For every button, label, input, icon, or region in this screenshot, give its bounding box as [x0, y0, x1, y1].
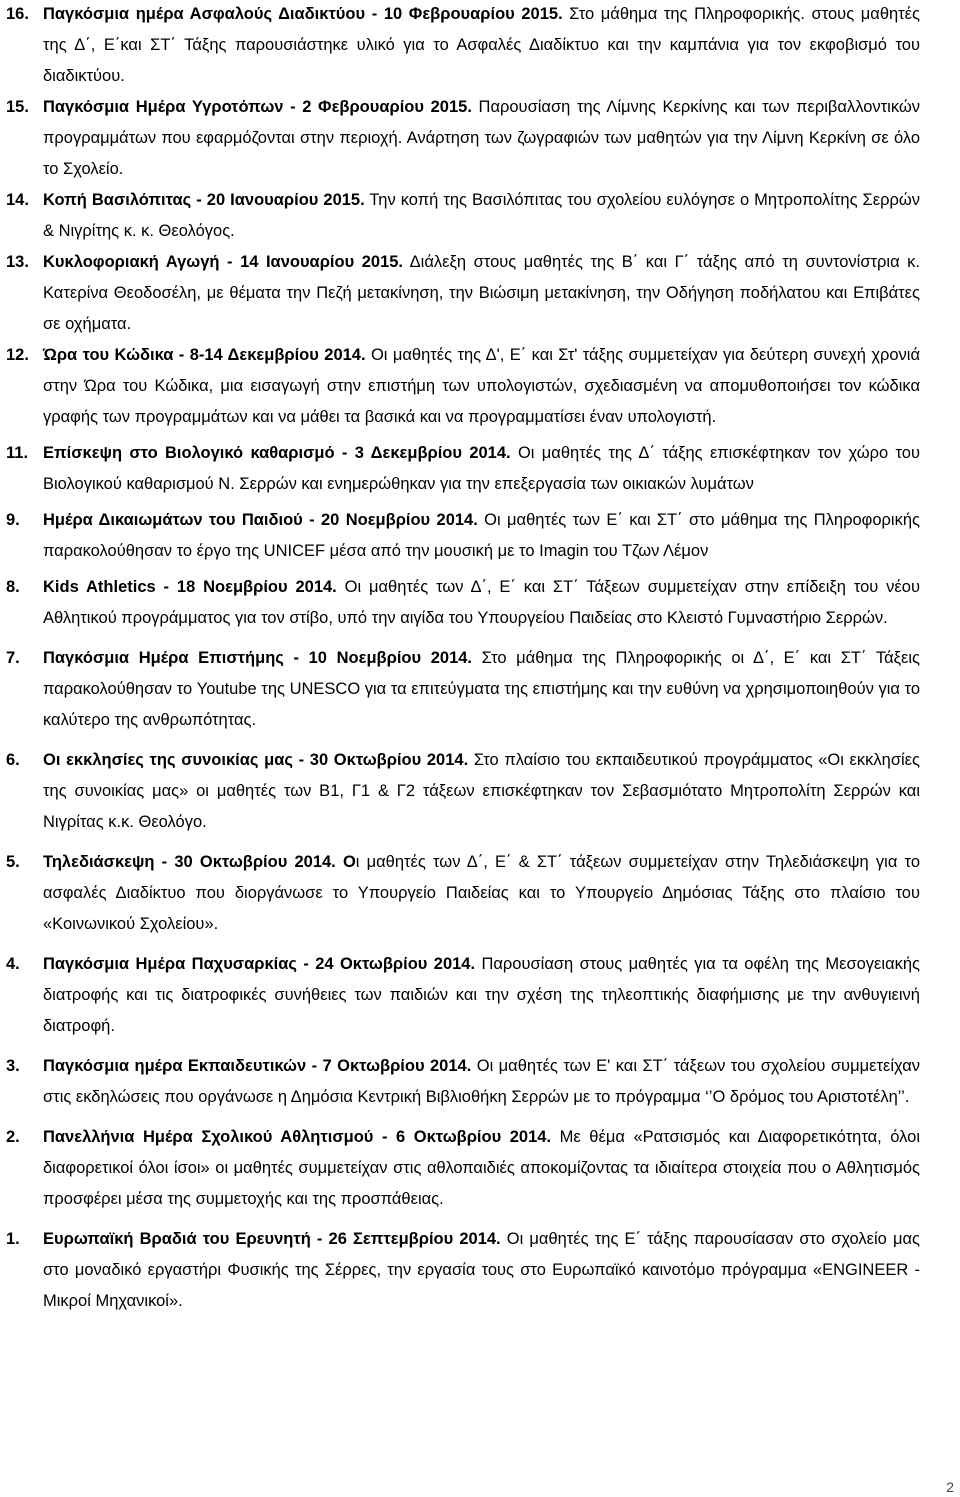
item-text: Παρουσίαση της Λίμνης Κερκίνης και των περιβαλλοντικών προγραμμάτων που εφαρμόζονται στην περιοχή. Ανάρτηση των ζωγραφιών των μαθητών για την Λίμνη Κερκίνη σε όλο το Σχολείο. — [43, 98, 921, 178]
item-heading: Παγκόσμια Ημέρα Επιστήμης - 10 Νοεμβρίου 2014. — [43, 649, 473, 667]
item-body — [43, 745, 920, 838]
item-body — [43, 847, 920, 940]
item-body — [43, 572, 920, 634]
item-text: Οι μαθητές των Δ΄, Ε΄ και ΣΤ΄ Τάξεων συμμετείχαν στην επίδειξη του νέου Αθλητικού προγράμματος για τον στίβο, υπό την αιγίδα του Υπουργείου Παιδείας στο Κλειστό Γυμναστήριο Σερρών. — [43, 578, 920, 627]
item-heading: Κοπή Βασιλόπιτας - 20 Ιανουαρίου 2015. — [43, 191, 365, 209]
item-number: 12. — [6, 346, 29, 364]
item-text: Οι μαθητές της Δ', Ε΄ και Στ' τάξης συμμετείχαν για δεύτερη συνεχή χρονιά στην Ώρα του Κώδικα, μια εισαγωγή στην επιστήμη των υπολογιστών, σχεδιασμένη να απομυθοποιήσει τον κώδικα γραφής των προγραμμάτων και να μάθει τα βασικά και να προγραμματίσει έναν υπολογιστή. — [43, 346, 920, 426]
list-item — [0, 0, 960, 92]
list-item — [0, 505, 960, 567]
item-heading: Ημέρα Δικαιωμάτων του Παιδιού - 20 Νοεμβρίου 2014. — [43, 511, 478, 529]
item-heading: Παγκόσμια Ημέρα Παχυσαρκίας - 24 Οκτωβρίου 2014. — [43, 955, 476, 973]
page-number: 2 — [946, 1479, 954, 1495]
list-item — [0, 1224, 960, 1317]
item-heading: Ώρα του Κώδικα - 8-14 Δεκεμβρίου 2014. — [43, 346, 366, 364]
list-item — [0, 340, 960, 433]
item-heading: Kids Athletics - 18 Νοεμβρίου 2014. — [43, 578, 337, 596]
item-number: 3. — [6, 1057, 20, 1075]
item-heading: Κυκλοφοριακή Αγωγή - 14 Ιανουαρίου 2015. — [43, 253, 404, 271]
item-body — [43, 185, 920, 247]
item-text: Οι μαθητές των Ε' και ΣΤ΄ τάξεων του σχολείου συμμετείχαν στις εκδηλώσεις που οργάνωσε η Δημόσια Κεντρική Βιβλιοθήκη Σερρών με το πρόγραμμα ‘’Ο δρόμος του Αριστοτέλη’’. — [43, 1057, 920, 1106]
item-number: 14. — [6, 191, 29, 209]
item-body — [43, 438, 920, 500]
item-text: Στο μάθημα της Πληροφορικής οι Δ΄, Ε΄ και ΣΤ΄ Τάξεις παρακολούθησαν το Youtube της UNESCO για τα επιτεύγματα της επιστήμης και την ευθύνη να χρησιμοποιηθούν για το καλύτερο της ανθρωπότητας. — [43, 649, 920, 729]
item-number: 13. — [6, 253, 29, 271]
item-number: 5. — [6, 853, 20, 871]
list-item — [0, 438, 960, 500]
item-body — [43, 0, 920, 92]
item-number: 15. — [6, 98, 29, 116]
item-text: Με θέμα «Ρατσισμός και Διαφορετικότητα, όλοι διαφορετικοί όλοι ίσοι» οι μαθητές συμμετείχαν στις αθλοπαιδιές αποκομίζοντας τα ιδιαίτερα στοιχεία που ο Αθλητισμός προσφέρει μέσα της συμμετοχής και της προσπάθειας. — [43, 1128, 921, 1208]
item-number: 6. — [6, 751, 20, 769]
item-heading: Τηλεδιάσκεψη - 30 Οκτωβρίου 2014. Ο — [43, 853, 356, 871]
item-number: 16. — [6, 5, 29, 23]
list-item — [0, 745, 960, 838]
list-item — [0, 949, 960, 1042]
list-item — [0, 847, 960, 940]
item-text: Διάλεξη στους μαθητές της Β΄ και Γ΄ τάξης από τη συντονίστρια κ. Κατερίνα Θεοδοσέλη, με θέματα την Πεζή μετακίνηση, την Βιώσιμη μετακίνηση, την Οδήγηση ποδήλατου και Επιβάτες σε οχήματα. — [43, 253, 920, 333]
item-body — [43, 949, 920, 1042]
item-text: Στο μάθημα της Πληροφορικής. στους μαθητές της Δ΄, Ε΄και ΣΤ΄ Τάξης παρουσιάστηκε υλικό για το Ασφαλές Διαδίκτυο και την καμπάνια για τον εκφοβισμό του διαδικτύου. — [43, 5, 920, 85]
item-text: Στο πλαίσιο του εκπαιδευτικού προγράμματος «Οι εκκλησίες της συνοικίας μας» οι μαθητές των Β1, Γ1 & Γ2 τάξεων επισκέφτηκαν τον Σεβασμιότατο Μητροπολίτη Σερρών και Νιγρίτας κ.κ. Θεολόγο. — [43, 751, 920, 831]
item-heading: Παγκόσμια ημέρα Ασφαλούς Διαδικτύου - 10 Φεβρουαρίου 2015. — [43, 5, 563, 23]
list-item — [0, 1051, 960, 1113]
item-heading: Παγκόσμια ημέρα Εκπαιδευτικών - 7 Οκτωβρίου 2014. — [43, 1057, 472, 1075]
list-item — [0, 185, 960, 247]
item-number: 2. — [6, 1128, 20, 1146]
item-number: 11. — [6, 444, 29, 462]
item-body — [43, 1051, 920, 1113]
item-heading: Επίσκεψη στο Βιολογικό καθαρισμό - 3 Δεκεμβρίου 2014. — [43, 444, 511, 462]
item-text: Οι μαθητές της Δ΄ τάξης επισκέφτηκαν τον χώρο του Βιολογικού καθαρισμού Ν. Σερρών και ενημερώθηκαν για την επεξεργασία των οικιακών λυμάτων — [43, 444, 920, 493]
item-body — [43, 643, 920, 736]
item-number: 9. — [6, 511, 20, 529]
item-heading: Παγκόσμια Ημέρα Υγροτόπων - 2 Φεβρουαρίου 2015. — [43, 98, 472, 116]
item-text: ι μαθητές των Δ΄, Ε΄ & ΣΤ΄ τάξεων συμμετείχαν στην Τηλεδιάσκεψη για το ασφαλές Διαδίκτυο που διοργάνωσε το Υπουργείο Παιδείας και το Υπουργείο Δημόσιας Τάξης στο πλαίσιο του «Κοινωνικού Σχολείου». — [43, 853, 920, 933]
item-number: 1. — [6, 1230, 20, 1248]
list-item — [0, 643, 960, 736]
item-text: Οι μαθητές των Ε΄ και ΣΤ΄ στο μάθημα της Πληροφορικής παρακολούθησαν το έργο της UNICEF μέσα από την μουσική με το Imagin του Τζων Λέμον — [43, 511, 920, 560]
item-body — [43, 505, 920, 567]
item-body — [43, 1224, 920, 1317]
item-number: 7. — [6, 649, 20, 667]
list-item — [0, 1122, 960, 1215]
item-body — [43, 92, 920, 185]
item-text: Την κοπή της Βασιλόπιτας του σχολείου ευλόγησε ο Μητροπολίτης Σερρών & Νιγρίτης κ. κ. Θεολόγος. — [43, 191, 920, 240]
item-heading: Ευρωπαϊκή Βραδιά του Ερευνητή - 26 Σεπτεμβρίου 2014. — [43, 1230, 501, 1248]
item-heading: Πανελλήνια Ημέρα Σχολικού Αθλητισμού - 6 Οκτωβρίου 2014. — [43, 1128, 552, 1146]
item-heading: Οι εκκλησίες της συνοικίας μας - 30 Οκτωβρίου 2014. — [43, 751, 469, 769]
item-number: 4. — [6, 955, 20, 973]
list-item — [0, 92, 960, 185]
item-body — [43, 1122, 920, 1215]
list-item — [0, 247, 960, 340]
item-text: Οι μαθητές της Ε΄ τάξης παρουσίασαν στο σχολείο μας στο μοναδικό εργαστήρι Φυσικής της Σέρρες, την εργασία τους στο Ευρωπαϊκό καινοτόμο πρόγραμμα «ENGINEER - Μικροί Μηχανικοί». — [43, 1230, 920, 1310]
item-body — [43, 340, 920, 433]
list-item — [0, 572, 960, 634]
item-body — [43, 247, 920, 340]
item-text: Παρουσίαση στους μαθητές για τα οφέλη της Μεσογειακής διατροφής και τις διατροφικές συνήθειες των παιδιών και την σχέση της τηλεοπτικής διαφήμισης με την ανθυγιεινή διατροφή. — [43, 955, 920, 1035]
item-number: 8. — [6, 578, 20, 596]
